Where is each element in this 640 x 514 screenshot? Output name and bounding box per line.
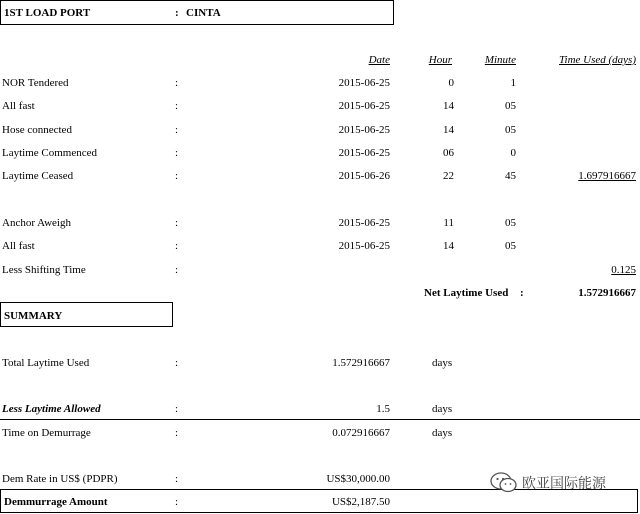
row-colon: : bbox=[175, 124, 179, 136]
row-minute: 1 bbox=[510, 77, 516, 89]
row-colon: : bbox=[175, 240, 179, 252]
col-hour-header: Hour bbox=[428, 54, 452, 66]
row-date: 2015-06-25 bbox=[338, 100, 390, 112]
less-allowed-colon: : bbox=[175, 403, 179, 415]
row-label: Anchor Aweigh bbox=[2, 217, 71, 229]
row-hour: 14 bbox=[443, 240, 454, 252]
net-laytime-value: 1.572916667 bbox=[578, 287, 636, 299]
port-colon: : bbox=[175, 7, 179, 19]
row-hour: 22 bbox=[443, 170, 454, 182]
row-date: 2015-06-25 bbox=[338, 217, 390, 229]
row-colon: : bbox=[175, 147, 179, 159]
row-colon: : bbox=[175, 264, 179, 276]
row-label: All fast bbox=[2, 240, 35, 252]
col-minute-header: Minute bbox=[484, 54, 516, 66]
row-hour: 11 bbox=[443, 217, 454, 229]
row-date: 2015-06-25 bbox=[338, 240, 390, 252]
row-minute: 05 bbox=[505, 217, 516, 229]
dem-rate-colon: : bbox=[175, 473, 179, 485]
demurrage-time-label: Time on Demurrage bbox=[2, 427, 91, 439]
row-minute: 05 bbox=[505, 240, 516, 252]
total-laytime-colon: : bbox=[175, 357, 179, 369]
less-allowed-unit: days bbox=[432, 403, 453, 415]
row-label: All fast bbox=[2, 100, 35, 112]
row-colon: : bbox=[175, 100, 179, 112]
row-colon: : bbox=[175, 170, 179, 182]
watermark-text: 欧亚国际能源 bbox=[522, 476, 606, 492]
less-allowed-label: Less Laytime Allowed bbox=[2, 403, 101, 415]
row-date: 2015-06-25 bbox=[338, 77, 390, 89]
row-hour: 14 bbox=[443, 124, 454, 136]
row-label: Laytime Commenced bbox=[2, 147, 97, 159]
port-label: 1ST LOAD PORT bbox=[4, 7, 91, 19]
row-minute: 45 bbox=[505, 170, 516, 182]
row-label: Less Shifting Time bbox=[2, 264, 86, 276]
row-date: 2015-06-25 bbox=[338, 147, 390, 159]
demurrage-time-value: 0.072916667 bbox=[332, 427, 390, 439]
col-date-header: Date bbox=[368, 54, 390, 66]
less-allowed-value: 1.5 bbox=[376, 403, 390, 415]
row-label: Laytime Ceased bbox=[2, 170, 74, 182]
total-laytime-unit: days bbox=[432, 357, 453, 369]
col-time-used-header: Time Used (days) bbox=[559, 54, 636, 66]
row-colon: : bbox=[175, 217, 179, 229]
row-minute: 0 bbox=[510, 147, 516, 159]
row-colon: : bbox=[175, 77, 179, 89]
row-label: Hose connected bbox=[2, 124, 72, 136]
row-hour: 14 bbox=[443, 100, 454, 112]
net-laytime-colon: : bbox=[520, 287, 524, 299]
row-date: 2015-06-25 bbox=[338, 124, 390, 136]
row-minute: 05 bbox=[505, 124, 516, 136]
total-laytime-label: Total Laytime Used bbox=[2, 357, 90, 369]
wechat-icon bbox=[490, 472, 518, 494]
dem-rate-value: US$30,000.00 bbox=[326, 473, 390, 485]
row-time-used: 0.125 bbox=[611, 264, 636, 276]
demurrage-divider bbox=[0, 419, 640, 420]
row-hour: 06 bbox=[443, 147, 454, 159]
row-label: NOR Tendered bbox=[2, 77, 69, 89]
demurrage-time-colon: : bbox=[175, 427, 179, 439]
total-laytime-value: 1.572916667 bbox=[332, 357, 390, 369]
demurrage-time-unit: days bbox=[432, 427, 453, 439]
port-value: CINTA bbox=[186, 7, 221, 19]
row-date: 2015-06-26 bbox=[338, 170, 390, 182]
summary-title: SUMMARY bbox=[4, 310, 63, 322]
row-hour: 0 bbox=[448, 77, 454, 89]
net-laytime-label: Net Laytime Used bbox=[424, 287, 509, 299]
dem-amount-label: Demmurrage Amount bbox=[4, 496, 108, 508]
dem-amount-colon: : bbox=[175, 496, 179, 508]
dem-amount-value: US$2,187.50 bbox=[331, 496, 390, 508]
dem-rate-label: Dem Rate in US$ (PDPR) bbox=[2, 473, 118, 485]
row-minute: 05 bbox=[505, 100, 516, 112]
row-time-used: 1.697916667 bbox=[578, 170, 636, 182]
